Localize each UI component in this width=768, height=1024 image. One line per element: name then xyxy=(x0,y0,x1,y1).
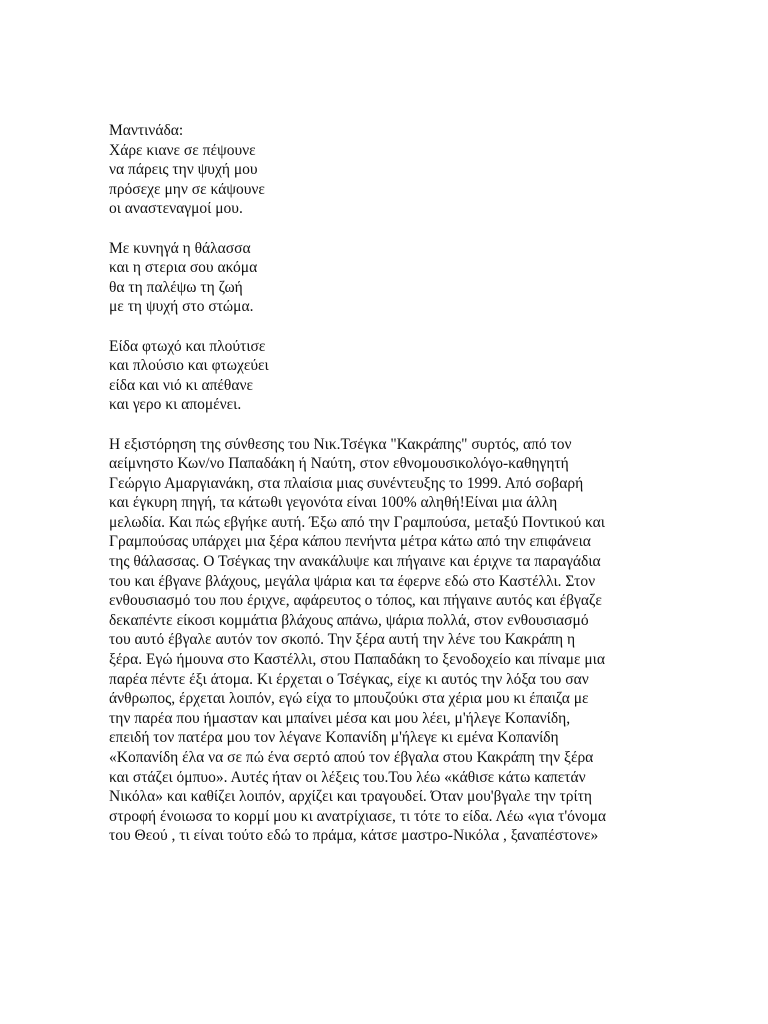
story-paragraph xyxy=(109,435,675,846)
paragraph-line: του αυτό έβγαλε αυτόν τον σκοπό. Την ξέρα αυτή την λένε του Κακράπη η xyxy=(109,631,576,649)
paragraph-line: Γραμπούσας υπάρχει μια ξέρα κάπου πενήντα μέτρα κάτω από την επιφάνεια xyxy=(109,533,591,551)
poem-line: να πάρεις την ψυχή μου xyxy=(109,161,258,179)
paragraph-line: και έγκυρη πηγή, τα κάτωθι γεγονότα είναι 100% αληθή!Είναι μια άλλη xyxy=(109,494,558,512)
paragraph-line: του Θεού , τι είναι τούτο εδώ το πράμα, κάτσε μαστρο-Νικόλα , ξαναπέστονε» xyxy=(109,827,599,845)
paragraph-line: Η εξιστόρηση της σύνθεσης του Νικ.Τσέγκα "Κακράπης" συρτός, από τον xyxy=(109,435,572,453)
poem-stanza-3 xyxy=(109,337,675,415)
paragraph-line: παρέα πέντε έξι άτομα. Κι έρχεται ο Τσέγκας, είχε κι αυτός την λόξα του σαν xyxy=(109,670,589,688)
poem-line: θα τη παλέψω τη ζωή xyxy=(109,278,243,296)
paragraph-line: ξέρα. Εγώ ήμουνα στο Καστέλλι, στου Παπαδάκη το ξενοδοχείο και πίναμε μια xyxy=(109,651,605,669)
poem-line: πρόσεχε μην σε κάψουνε xyxy=(109,180,265,198)
poem-line: με τη ψυχή στο στώμα. xyxy=(109,298,254,316)
poem-stanza-2 xyxy=(109,239,675,317)
paragraph-line: δεκαπέντε είκοσι κομμάτια βλάχους απάνω, ψάρια πολλά, στον ενθουσιασμό xyxy=(109,611,589,629)
document-body xyxy=(109,121,675,846)
poem-line: και γερο κι απομένει. xyxy=(109,396,242,414)
poem-line: είδα και νιό κι απέθανε xyxy=(109,376,253,394)
poem-stanza-1 xyxy=(109,121,675,219)
paragraph-line: επειδή τον πατέρα μου τον λέγανε Κοπανίδη μ'ήλεγε κι εμένα Κοπανίδη xyxy=(109,729,559,747)
paragraph-line: αείμνηστο Κων/νο Παπαδάκη ή Ναύτη, στον εθνομουσικολόγο-καθηγητή xyxy=(109,455,569,473)
paragraph-line: στροφή ένοιωσα το κορμί μου κι ανατρίχιασε, τι τότε το είδα. Λέω «για τ'όνομα xyxy=(109,807,607,825)
paragraph-line: «Κοπανίδη έλα να σε πώ ένα σερτό απού τον έβγαλα στου Κακράπη την ξέρα xyxy=(109,749,594,766)
paragraph-line: και στάζει όμπυο». Αυτές ήταν οι λέξεις του.Του λέω «κάθισε κάτω καπετάν xyxy=(109,768,586,786)
paragraph-line: Γεώργιο Αμαργιανάκη, στα πλαίσια μιας συνέντευξης το 1999. Από σοβαρή xyxy=(109,474,584,492)
paragraph-line: την παρέα που ήμασταν και μπαίνει μέσα και μου λέει, μ'ήλεγε Κοπανίδη, xyxy=(109,709,571,727)
paragraph-line: του και έβγανε βλάχους, μεγάλα ψάρια και τα έφερνε εδώ στο Καστέλλι. Στον xyxy=(109,572,596,590)
paragraph-line: Νικόλα» και καθίζει λοιπόν, αρχίζει και τραγουδεί. Όταν μου'βγαλε την τρίτη xyxy=(109,788,593,806)
poem-line: Είδα φτωχό και πλούτισε xyxy=(109,337,266,355)
poem-line: και η στερια σου ακόμα xyxy=(109,259,258,277)
poem-line: Με κυνηγά η θάλασσα xyxy=(109,239,251,257)
paragraph-line: της θάλασσας. Ο Τσέγκας την ανακάλυψε και πήγαινε και έριχνε τα παραγάδια xyxy=(109,553,601,571)
paragraph-line: ενθουσιασμό του που έριχνε, αφάρευτος ο τόπος, και πήγαινε αυτός και έβγαζε xyxy=(109,592,602,610)
poem-line: οι αναστεναγμοί μου. xyxy=(109,200,243,218)
poem-heading: Μαντινάδα: xyxy=(109,122,184,139)
poem-line: Χάρε κιανε σε πέψουνε xyxy=(109,141,256,159)
paragraph-line: άνθρωπος, έρχεται λοιπόν, εγώ είχα το μπουζούκι στα χέρια μου κι έπαιζα με xyxy=(109,690,589,708)
paragraph-line: μελωδία. Και πώς εβγήκε αυτή. Έξω από την Γραμπούσα, μεταξύ Ποντικού και xyxy=(109,513,605,531)
poem-line: και πλούσιο και φτωχεύει xyxy=(109,357,269,375)
